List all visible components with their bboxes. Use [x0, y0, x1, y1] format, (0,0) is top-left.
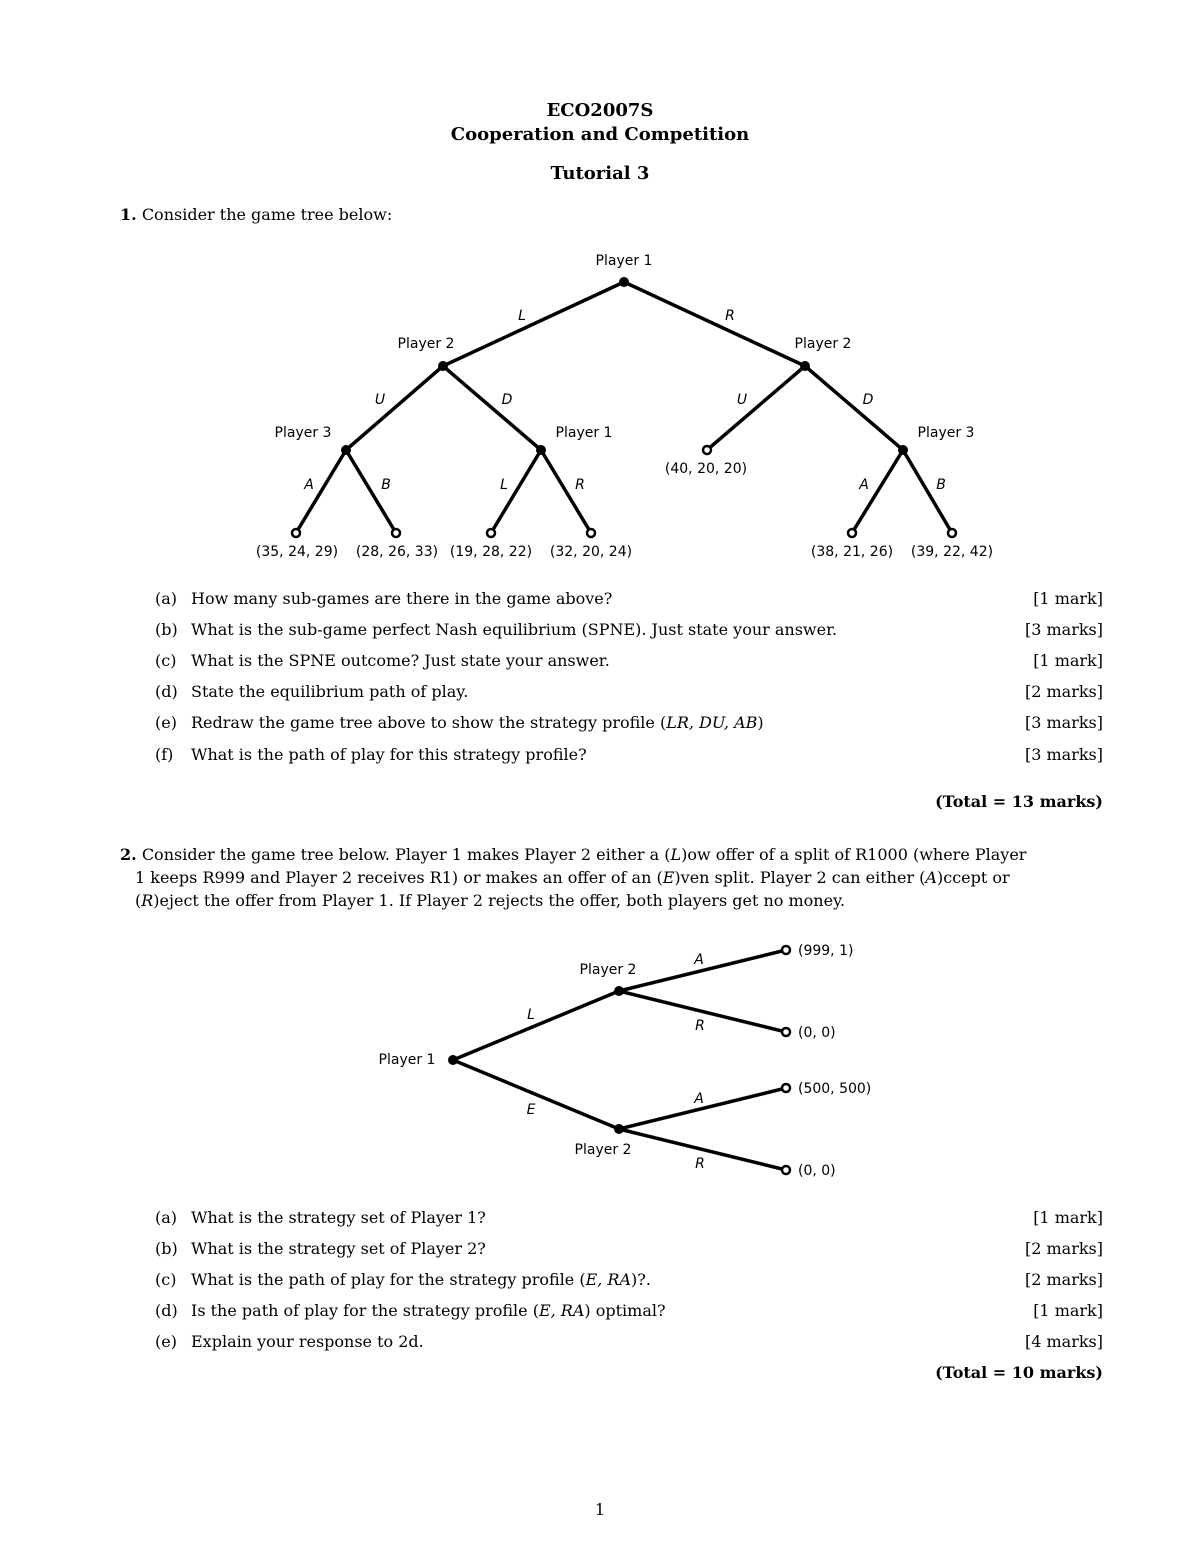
decision-node-p3-left [341, 445, 351, 455]
decision-node-p1-mid [536, 445, 546, 455]
payoff-t3: (500, 500) [798, 1081, 872, 1097]
q2-part-b: (b) What is the strategy set of Player 2? [2 marks] [155, 1239, 1103, 1258]
payoff-t5: (40, 20, 20) [664, 461, 748, 477]
marks: [1 mark] [1033, 1208, 1103, 1227]
decision-node-p2-left [438, 361, 448, 371]
course-code: ECO2007S [546, 100, 654, 121]
marks: [2 marks] [1024, 1239, 1103, 1258]
action-label-root-R: R [725, 308, 735, 324]
terminal-node-t3 [487, 529, 495, 537]
q1-intro: 1. Consider the game tree below: [120, 205, 393, 224]
edge-root-L [443, 282, 624, 366]
edge-p2l-D [443, 366, 541, 450]
payoff-t6: (38, 21, 26) [810, 544, 894, 560]
action-label-bot-R: R [695, 1156, 705, 1172]
edge-root-R [624, 282, 805, 366]
q1-part-f: (f) What is the path of play for this strategy profile? [3 marks] [155, 745, 1103, 764]
edge-root-L [453, 991, 619, 1060]
node-label-p3-left: Player 3 [274, 425, 332, 441]
action-label-root-E: E [526, 1102, 536, 1118]
action-label-p3r-A: A [859, 477, 869, 493]
marks: [2 marks] [1024, 1270, 1103, 1289]
decision-node-p3-right [898, 445, 908, 455]
marks: [1 mark] [1033, 1301, 1103, 1320]
q1-total: (Total = 13 marks) [935, 792, 1103, 811]
terminal-node-t1 [782, 946, 790, 954]
marks: [3 marks] [1024, 713, 1103, 732]
edge-root-E [453, 1060, 619, 1129]
tutorial-title: Tutorial 3 [550, 163, 650, 184]
decision-node-root [619, 277, 629, 287]
payoff-t3: (19, 28, 22) [449, 544, 533, 560]
q2-part-d: (d) Is the path of play for the strategy profile (E, RA) optimal? [1 mark] [155, 1301, 1103, 1320]
marks: [4 marks] [1024, 1332, 1103, 1351]
action-label-p3r-B: B [936, 477, 946, 493]
q2-intro: 2. Consider the game tree below. Player 1 makes Player 2 either a (L)ow offer of a split of R1000 (where Player 1 keeps R999 and Player 2 receives R1) or makes an offer of an (E)ven split. Player 2 can either (A)ccept or (R)eject the offer from Player 1. If Player 2 rejects the offer, both players get no money. [120, 845, 1027, 910]
node-label-p2-left: Player 2 [397, 336, 455, 352]
decision-node-p2-right [800, 361, 810, 371]
terminal-node-t5 [703, 446, 711, 454]
terminal-node-t4 [782, 1166, 790, 1174]
node-label-p2-bottom: Player 2 [574, 1142, 632, 1158]
edge-p2r-U [707, 366, 805, 450]
decision-node-p2-top [614, 986, 624, 996]
action-label-p1m-L: L [500, 477, 508, 493]
action-label-top-R: R [695, 1018, 705, 1034]
payoff-t1: (999, 1) [798, 943, 854, 959]
edge-p2l-U [346, 366, 443, 450]
action-label-root-L: L [518, 308, 526, 324]
q2-part-e: (e) Explain your response to 2d. [4 marks] [155, 1332, 1103, 1351]
q1-part-a: (a) How many sub-games are there in the game above? [1 mark] [155, 589, 1103, 608]
node-label-p2-top: Player 2 [579, 962, 637, 978]
edge-p2r-D [805, 366, 903, 450]
terminal-node-t2 [782, 1028, 790, 1036]
payoff-t2: (28, 26, 33) [355, 544, 439, 560]
action-label-top-A: A [694, 952, 704, 968]
q1-part-b: (b) What is the sub-game perfect Nash equilibrium (SPNE). Just state your answer. [3 marks] [155, 620, 1103, 639]
course-title: Cooperation and Competition [450, 124, 750, 145]
action-label-p2l-U: U [374, 392, 386, 408]
terminal-node-t3 [782, 1084, 790, 1092]
payoff-t4: (0, 0) [798, 1163, 836, 1179]
payoff-t2: (0, 0) [798, 1025, 836, 1041]
payoff-t4: (32, 20, 24) [549, 544, 633, 560]
q1-part-c: (c) What is the SPNE outcome? Just state your answer. [1 mark] [155, 651, 1103, 670]
node-label-p2-right: Player 2 [794, 336, 852, 352]
decision-node-p2-bottom [614, 1124, 624, 1134]
q2-total: (Total = 10 marks) [935, 1363, 1103, 1382]
marks: [1 mark] [1033, 651, 1103, 670]
action-label-p1m-R: R [575, 477, 585, 493]
q2-part-c: (c) What is the path of play for the strategy profile (E, RA)?. [2 marks] [155, 1270, 1103, 1289]
payoff-t1: (35, 24, 29) [255, 544, 339, 560]
terminal-node-t6 [848, 529, 856, 537]
node-label-root: Player 1 [378, 1052, 436, 1068]
terminal-node-t1 [292, 529, 300, 537]
node-label-root: Player 1 [595, 253, 653, 269]
q1-part-e: (e) Redraw the game tree above to show the strategy profile (LR, DU, AB) [3 marks] [155, 713, 1103, 732]
q1-number: 1 [120, 205, 132, 224]
q1-game-tree [0, 0, 1200, 580]
q2-game-tree [0, 920, 1200, 1200]
q2-part-a: (a) What is the strategy set of Player 1? [1 mark] [155, 1208, 1103, 1227]
action-label-bot-A: A [694, 1091, 704, 1107]
marks: [1 mark] [1033, 589, 1103, 608]
action-label-p3l-B: B [381, 477, 391, 493]
action-label-p2r-D: D [862, 392, 874, 408]
node-label-p1-mid: Player 1 [555, 425, 613, 441]
terminal-node-t2 [392, 529, 400, 537]
marks: [3 marks] [1024, 620, 1103, 639]
marks: [2 marks] [1024, 682, 1103, 701]
q1-intro-text: Consider the game tree below: [141, 205, 393, 224]
action-label-root-L: L [527, 1007, 535, 1023]
page-number: 1 [594, 1500, 606, 1519]
action-label-p2l-D: D [501, 392, 513, 408]
edge-p1m-L [491, 450, 541, 533]
payoff-t7: (39, 22, 42) [910, 544, 994, 560]
action-label-p2r-U: U [736, 392, 748, 408]
terminal-node-t4 [587, 529, 595, 537]
node-label-p3-right: Player 3 [917, 425, 975, 441]
marks: [3 marks] [1024, 745, 1103, 764]
q1-part-d: (d) State the equilibrium path of play. [2 marks] [155, 682, 1103, 701]
decision-node-root [448, 1055, 458, 1065]
action-label-p3l-A: A [304, 477, 314, 493]
terminal-node-t7 [948, 529, 956, 537]
